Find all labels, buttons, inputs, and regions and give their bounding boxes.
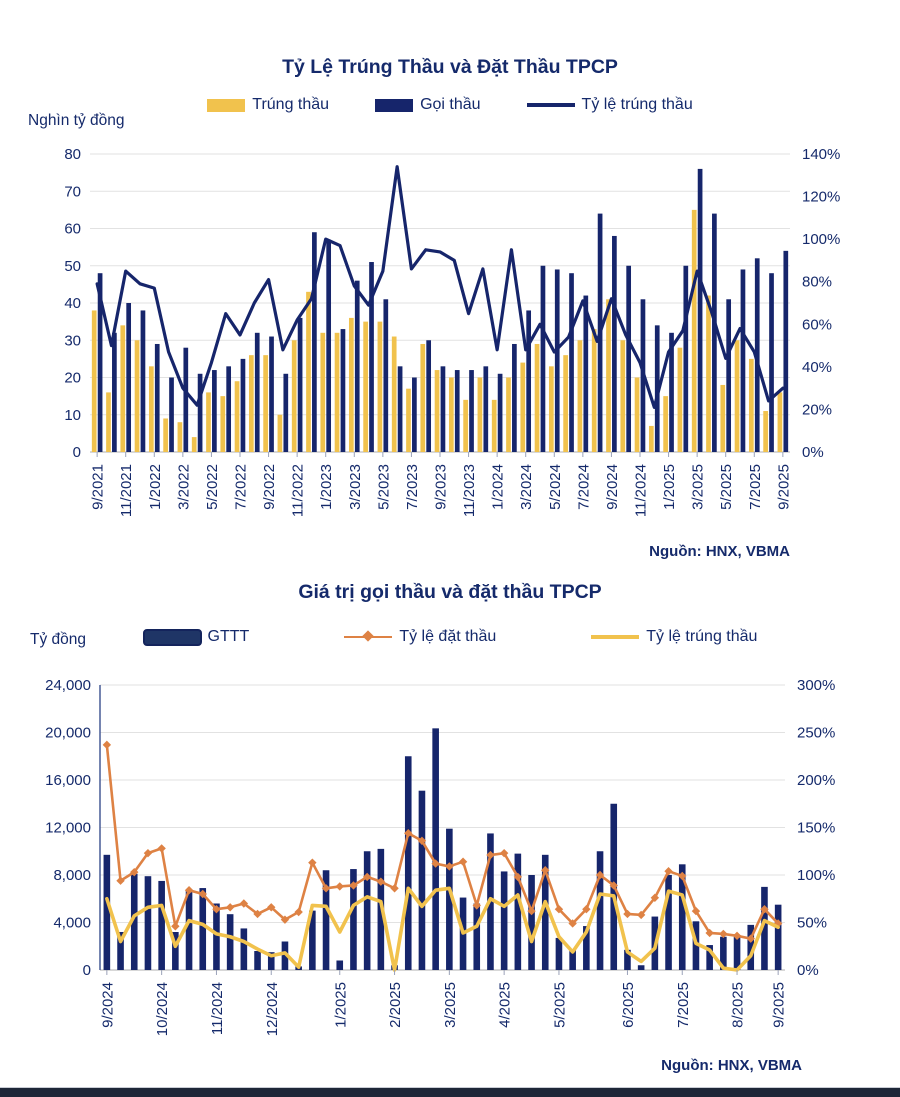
x-axis-tick-label: 9/2022 — [261, 464, 279, 510]
bar — [241, 359, 246, 452]
y2-axis-tick-label: 0% — [797, 962, 819, 979]
x-axis-tick-label: 3/2024 — [518, 464, 536, 510]
bar — [135, 340, 140, 452]
bar — [638, 965, 645, 970]
bar — [326, 240, 331, 452]
y-axis-tick-label: 40 — [64, 295, 81, 312]
bar — [749, 359, 754, 452]
bar — [392, 337, 397, 452]
y2-axis-tick-label: 60% — [802, 316, 833, 334]
bar — [292, 340, 297, 452]
x-axis-tick-label: 7/2022 — [232, 464, 250, 510]
y2-axis-tick-label: 100% — [802, 231, 841, 249]
bar — [492, 400, 497, 452]
bar — [426, 340, 431, 452]
bar — [199, 888, 206, 970]
bar — [597, 851, 604, 970]
diamond-marker — [336, 882, 344, 890]
legend-ty-le-trung-thau-label: Tỷ lệ trúng thầu — [581, 96, 693, 113]
x-axis-tick-label: 3/2025 — [689, 464, 707, 510]
x-axis-tick-label: 9/2021 — [89, 464, 107, 510]
bar — [155, 344, 160, 452]
x-axis-tick-label: 9/2024 — [99, 982, 117, 1028]
y2-axis-tick-label: 120% — [802, 188, 841, 206]
bar — [278, 415, 283, 452]
y2-axis-tick-label: 40% — [802, 358, 833, 376]
bar — [420, 344, 425, 452]
diamond-marker — [623, 910, 631, 918]
bar — [398, 366, 403, 452]
legend-gttt-label: GTTT — [207, 628, 250, 645]
bar — [220, 396, 225, 452]
bar — [498, 374, 503, 452]
x-axis-tick-label: 11/2023 — [461, 463, 479, 518]
x-axis-tick-label: 12/2024 — [263, 982, 281, 1037]
x-axis-tick-label: 11/2024 — [632, 464, 650, 518]
bar — [720, 385, 725, 452]
legend-ty-le-dat-thau — [344, 628, 496, 646]
bottom-chart-unit-label: Tỷ đồng — [30, 631, 87, 648]
x-axis-tick-label: 5/2023 — [375, 464, 393, 510]
y-axis-tick-label: 0 — [82, 962, 91, 979]
bar — [206, 392, 211, 452]
bar — [92, 310, 97, 452]
bar — [312, 232, 317, 452]
bar — [783, 251, 788, 452]
x-axis-tick-label: 3/2022 — [175, 464, 193, 510]
x-axis-tick-label: 11/2024 — [208, 982, 226, 1036]
bar — [212, 370, 217, 452]
bar — [463, 400, 468, 452]
diamond-marker — [390, 884, 398, 892]
legend-trung-thau — [207, 96, 329, 114]
y2-axis-tick-label: 20% — [802, 401, 833, 419]
y2-axis-tick-label: 150% — [797, 819, 836, 837]
bar — [535, 344, 540, 452]
bar — [145, 876, 152, 970]
x-axis-tick-label: 11/2022 — [289, 464, 307, 518]
bottom-chart-title: Giá trị gọi thầu và đặt thầu TPCP — [298, 581, 602, 603]
bar — [241, 928, 248, 970]
bar — [775, 905, 782, 970]
x-axis-tick-label: 9/2025 — [775, 464, 793, 510]
y2-axis-tick-label: 50% — [797, 914, 828, 932]
top-chart-canvas — [0, 140, 900, 542]
x-axis-tick-label: 5/2025 — [551, 982, 569, 1028]
y2-axis-tick-label: 0% — [802, 444, 824, 461]
x-axis-tick-label: 9/2024 — [603, 464, 621, 510]
bar — [555, 269, 560, 452]
bar — [364, 851, 371, 970]
bar — [583, 296, 588, 452]
bar — [620, 340, 625, 452]
legend-ty-le-trung-thau — [527, 96, 693, 114]
bottom-chart-legend — [0, 628, 900, 646]
bar — [649, 426, 654, 452]
bar — [349, 318, 354, 452]
x-axis-tick-label: 7/2025 — [746, 464, 764, 510]
y-axis-tick-label: 16,000 — [45, 772, 91, 789]
legend-trung-thau-swatch — [207, 99, 245, 112]
bar — [255, 333, 260, 452]
bar — [526, 310, 531, 452]
y-axis-tick-label: 30 — [64, 332, 81, 350]
x-axis-tick-label: 5/2025 — [718, 464, 736, 510]
y-axis-tick-label: 70 — [64, 183, 81, 201]
bar — [778, 392, 783, 452]
bar — [355, 281, 360, 452]
legend-gttt — [143, 628, 250, 646]
bar — [469, 370, 474, 452]
bar — [254, 951, 261, 970]
bar — [106, 392, 111, 452]
bar — [341, 329, 346, 452]
x-axis-tick-label: 7/2025 — [674, 982, 692, 1028]
bar — [249, 355, 254, 452]
bar — [112, 333, 117, 452]
bar — [126, 303, 131, 452]
legend-goi-thau — [375, 96, 480, 114]
bar — [592, 329, 597, 452]
y2-axis-tick-label: 140% — [802, 146, 841, 163]
bar — [483, 366, 488, 452]
y2-axis-tick-label: 300% — [797, 677, 836, 694]
bar — [606, 299, 611, 452]
bar — [178, 422, 183, 452]
line-right — [107, 745, 778, 939]
bar — [726, 299, 731, 452]
bar — [298, 318, 303, 452]
y-axis-tick-label: 12,000 — [45, 819, 91, 837]
bar — [104, 855, 111, 970]
diamond-marker — [103, 741, 111, 749]
y-axis-tick-label: 4,000 — [53, 914, 91, 932]
bar — [706, 296, 711, 452]
bar — [269, 337, 274, 452]
bar — [198, 374, 203, 452]
x-axis-tick-label: 3/2025 — [441, 982, 459, 1028]
bar — [432, 728, 439, 970]
bar — [213, 904, 220, 971]
bar — [120, 325, 125, 452]
bar — [578, 340, 583, 452]
bar — [741, 269, 746, 452]
legend-ty-le-trung-thau-2 — [591, 628, 757, 646]
bar — [763, 411, 768, 452]
bar — [186, 890, 193, 970]
bar — [263, 355, 268, 452]
bar — [406, 389, 411, 452]
bar — [141, 310, 146, 452]
bar — [226, 366, 231, 452]
y-axis-tick-label: 10 — [64, 406, 81, 424]
bar — [683, 266, 688, 452]
x-axis-tick-label: 1/2025 — [332, 982, 350, 1028]
bar — [235, 381, 240, 452]
y2-axis-tick-label: 250% — [797, 724, 836, 742]
x-axis-tick-label: 1/2024 — [489, 463, 507, 510]
bar — [455, 370, 460, 452]
diamond-marker — [171, 922, 179, 930]
x-axis-tick-label: 6/2025 — [619, 982, 637, 1028]
bar — [506, 378, 511, 453]
bar — [612, 236, 617, 452]
legend-trung-thau-label: Trúng thầu — [252, 96, 330, 113]
x-axis-tick-label: 10/2024 — [154, 982, 172, 1037]
bar — [563, 355, 568, 452]
y-axis-tick-label: 20 — [64, 369, 81, 387]
bar — [528, 875, 535, 970]
bar — [663, 396, 668, 452]
bar — [735, 340, 740, 452]
bar — [435, 370, 440, 452]
bar — [378, 322, 383, 452]
bar — [473, 904, 480, 971]
bar — [698, 169, 703, 452]
legend-goi-thau-label: Gọi thầu — [420, 96, 481, 113]
bar — [336, 961, 343, 971]
bar — [306, 292, 311, 452]
x-axis-tick-label: 5/2022 — [203, 464, 221, 510]
bar — [769, 273, 774, 452]
bar — [158, 881, 165, 970]
bar — [441, 366, 446, 452]
bar — [569, 273, 574, 452]
bar — [183, 348, 188, 452]
bars-1 — [104, 728, 782, 970]
bar — [383, 299, 388, 452]
legend-ty-le-dat-thau-label: Tỷ lệ đặt thầu — [399, 628, 497, 645]
bar — [678, 348, 683, 452]
x-axis-tick-label: 1/2023 — [318, 464, 336, 510]
y2-axis-tick-label: 100% — [797, 867, 836, 884]
bottom-chart-source: Nguồn: HNX, VBMA — [661, 1057, 802, 1074]
bar — [227, 914, 234, 970]
x-axis-tick-label: 5/2024 — [546, 464, 564, 510]
bar — [335, 333, 340, 452]
x-axis-tick-label: 8/2025 — [729, 982, 747, 1028]
bar — [449, 378, 454, 453]
bar — [541, 266, 546, 452]
legend-ty-le-trung-thau-swatch — [527, 103, 575, 107]
legend-gttt-swatch — [143, 629, 202, 646]
x-axis-tick-label: 3/2023 — [346, 464, 364, 510]
top-chart-unit-label: Nghìn tỷ đồng — [28, 112, 125, 129]
x-axis-tick-label: 7/2024 — [575, 464, 593, 510]
legend-goi-thau-swatch — [375, 99, 413, 112]
bar — [556, 938, 563, 970]
x-axis-tick-label: 1/2025 — [661, 464, 679, 510]
x-axis-tick-label: 4/2025 — [496, 982, 514, 1028]
y2-axis-tick-label: 200% — [797, 772, 836, 789]
bar — [149, 366, 154, 452]
y-axis-tick-label: 0 — [72, 444, 81, 461]
bar — [501, 871, 508, 970]
bar — [419, 791, 426, 970]
bar — [549, 366, 554, 452]
diamond-marker — [459, 858, 467, 866]
diamond-marker — [226, 903, 234, 911]
x-axis-tick-label: 2/2025 — [387, 982, 405, 1028]
bottom-chart-canvas — [0, 675, 900, 1057]
bar — [512, 344, 517, 452]
bar — [405, 756, 412, 970]
bar — [712, 214, 717, 452]
top-chart-title: Tỷ Lệ Trúng Thầu và Đặt Thầu TPCP — [282, 56, 618, 78]
bar — [192, 437, 197, 452]
bar — [665, 875, 672, 970]
bar — [635, 378, 640, 453]
y-axis-tick-label: 20,000 — [45, 724, 91, 742]
bar — [363, 322, 368, 452]
y-axis-tick-label: 8,000 — [53, 867, 91, 884]
bar — [692, 210, 697, 452]
x-axis-tick-label: 9/2025 — [770, 982, 788, 1028]
legend-ty-le-trung-thau-2-label: Tỷ lệ trúng thầu — [646, 628, 758, 645]
diamond-marker — [157, 844, 165, 852]
legend-ty-le-trung-thau-2-swatch — [591, 635, 639, 639]
bar — [163, 418, 168, 452]
x-axis-tick-label: 1/2022 — [146, 464, 164, 510]
top-chart-legend — [0, 96, 900, 114]
y-axis-tick-label: 24,000 — [45, 677, 91, 694]
x-axis-tick-label: 7/2023 — [403, 464, 421, 510]
y-axis-tick-label: 80 — [64, 146, 81, 163]
y-axis-tick-label: 50 — [64, 257, 81, 275]
y2-axis-tick-label: 80% — [802, 273, 833, 291]
top-chart-source: Nguồn: HNX, VBMA — [649, 543, 790, 560]
bars-2 — [98, 169, 788, 452]
bar — [412, 378, 417, 453]
bar — [169, 378, 174, 453]
x-axis-tick-label: 11/2021 — [118, 464, 136, 518]
bars-1 — [92, 210, 782, 452]
y-axis-tick-label: 60 — [64, 220, 81, 238]
bar — [520, 363, 525, 452]
bar — [283, 374, 288, 452]
bar — [626, 266, 631, 452]
bar — [478, 378, 483, 453]
legend-ty-le-dat-thau-swatch — [344, 636, 392, 639]
bar — [320, 333, 325, 452]
x-axis-tick-label: 9/2023 — [432, 464, 450, 510]
page-footer-bar — [0, 1087, 900, 1097]
